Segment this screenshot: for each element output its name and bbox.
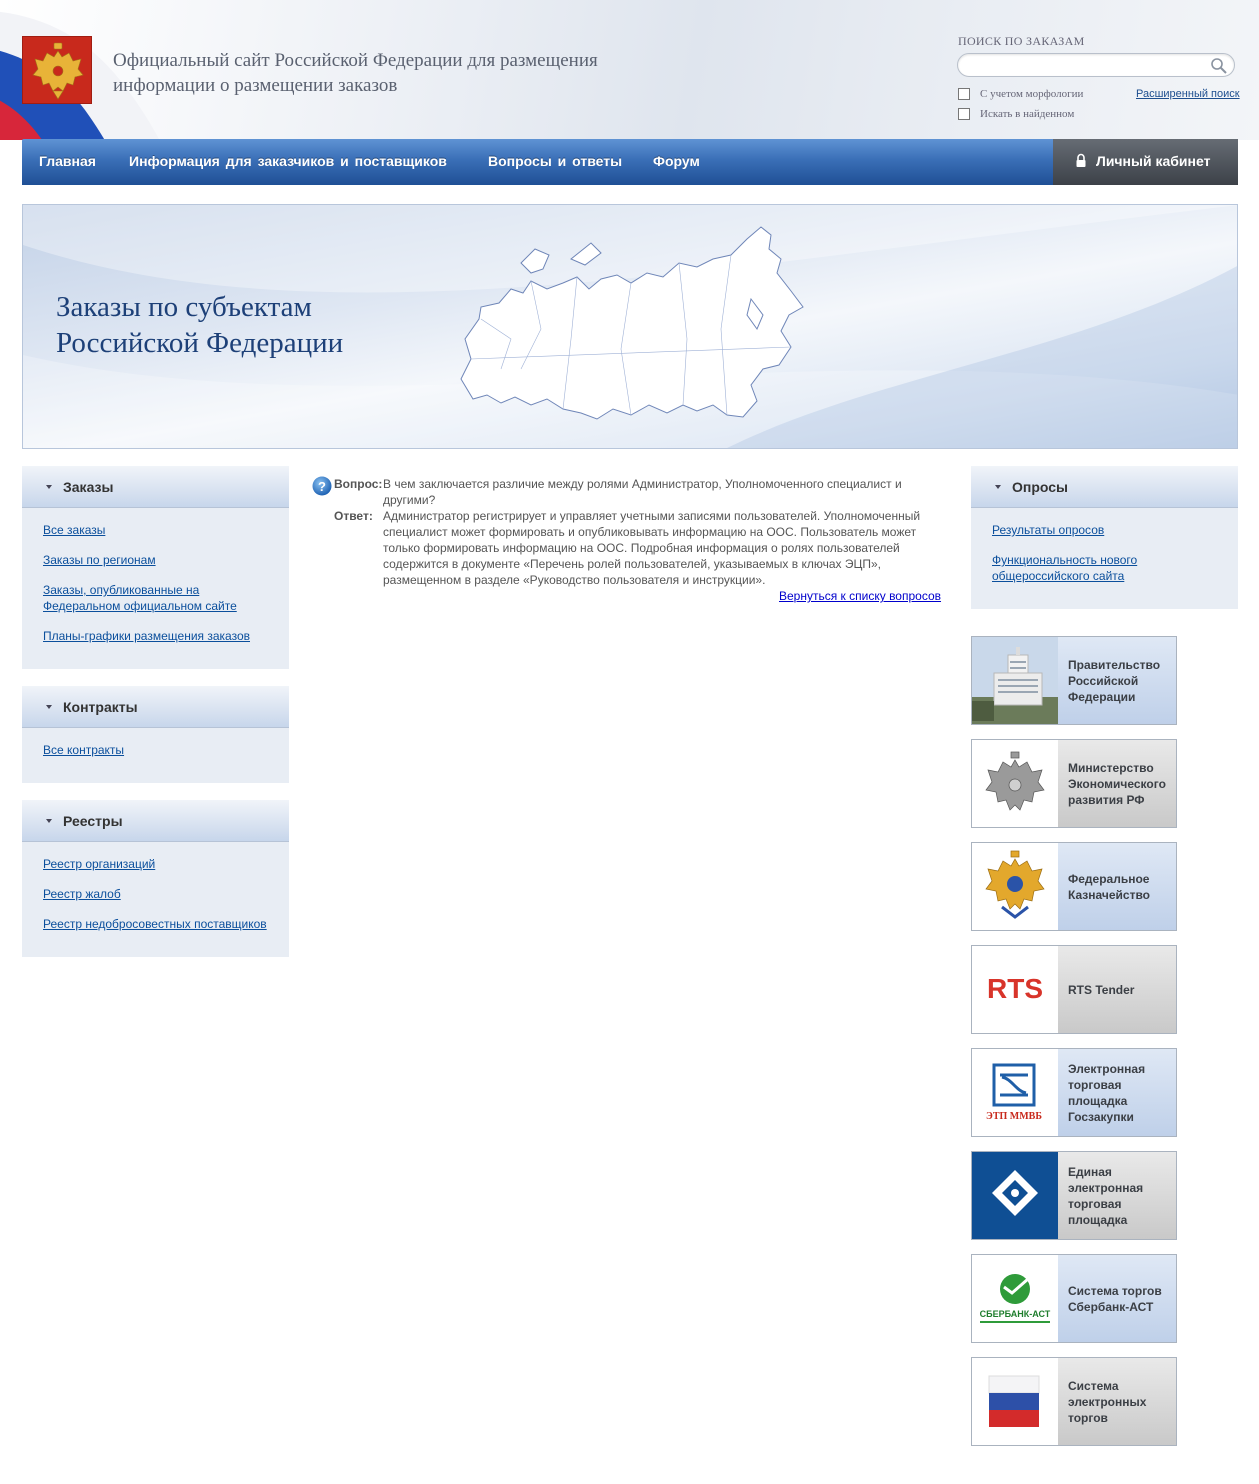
orders-panel-header[interactable] xyxy=(22,466,289,508)
polls-panel-title: Опросы xyxy=(1012,479,1069,495)
main-navigation xyxy=(22,139,1238,185)
registries-panel-header[interactable] xyxy=(22,800,289,842)
sberbank-ast-logo xyxy=(972,1255,1058,1342)
answer-text: Администратор регистрирует и управляет учетными записями пользователей. Уполномоченный специалист может формировать и опубликовывать информацию на ООС. Пользователь может только формировать информацию на ООС. Подробная информация о ролях пользователей содержится в документе «Перечень ролей пользователей, указываемых в ключах ЭЦП», размещенном в разделе «Руководство пользователя и инструкции». xyxy=(383,509,921,587)
partner-federal-treasury[interactable] xyxy=(971,842,1177,931)
partner-sberbank-name: Система торгов Сбербанк-АСТ xyxy=(1058,1255,1176,1342)
partner-ministry-economic[interactable] xyxy=(971,739,1177,828)
lock-icon xyxy=(1075,153,1087,169)
contracts-panel xyxy=(22,686,289,783)
registries-panel-title: Реестры xyxy=(63,813,123,829)
contracts-panel-title: Контракты xyxy=(63,699,138,715)
rts-logo-text: RTS xyxy=(987,973,1043,1004)
advanced-search-link[interactable]: Расширенный поиск xyxy=(1136,88,1240,100)
link-procurement-schedules[interactable]: Планы-графики размещения заказов xyxy=(43,629,250,643)
chevron-down-icon xyxy=(46,705,52,709)
ministry-emblem-logo xyxy=(972,740,1058,827)
polls-panel xyxy=(971,466,1238,609)
morphology-checkbox[interactable] xyxy=(958,88,970,100)
nav-item-forum[interactable]: Форум xyxy=(653,153,700,169)
site-title: Официальный сайт Российской Федерации для размещения информации о размещении заказов xyxy=(113,50,598,96)
chevron-down-icon xyxy=(46,485,52,489)
answer-label: Ответ: xyxy=(334,509,373,523)
order-search-box xyxy=(957,53,1235,77)
link-new-site-functionality[interactable]: Функциональность нового общероссийского сайта xyxy=(992,553,1138,583)
nav-item-home[interactable]: Главная xyxy=(39,153,96,169)
partner-rts-tender[interactable] xyxy=(971,945,1177,1034)
partner-electronic-trading-system[interactable] xyxy=(971,1357,1177,1446)
personal-cabinet-button[interactable] xyxy=(1053,139,1238,185)
partner-government[interactable] xyxy=(971,636,1177,725)
link-organizations-registry[interactable]: Реестр организаций xyxy=(43,857,156,871)
morphology-label: С учетом морфологии xyxy=(980,88,1084,100)
partner-government-name: Правительство Российской Федерации xyxy=(1058,637,1176,724)
chevron-down-icon xyxy=(46,819,52,823)
search-in-found-option xyxy=(958,107,1074,121)
link-orders-by-region[interactable]: Заказы по регионам xyxy=(43,553,156,567)
search-icon[interactable] xyxy=(1210,57,1228,75)
morphology-option xyxy=(958,87,1083,101)
regions-banner[interactable] xyxy=(22,204,1238,449)
svg-text:?: ? xyxy=(318,479,326,494)
tricolor-flag-logo xyxy=(972,1358,1058,1445)
partner-treasury-name: Федеральное Казначейство xyxy=(1058,843,1176,930)
unified-etp-logo xyxy=(972,1152,1058,1239)
orders-panel-title: Заказы xyxy=(63,479,114,495)
coat-of-arms-logo[interactable] xyxy=(22,36,92,104)
link-complaints-registry[interactable]: Реестр жалоб xyxy=(43,887,121,901)
link-orders-federal-site[interactable]: Заказы, опубликованные на Федеральном официальном сайте xyxy=(43,583,237,613)
registries-panel xyxy=(22,800,289,957)
link-poll-results[interactable]: Результаты опросов xyxy=(992,523,1105,537)
link-unfair-suppliers-registry[interactable]: Реестр недобросовестных поставщиков xyxy=(43,917,267,931)
partner-etp-micex[interactable] xyxy=(971,1048,1177,1137)
chevron-down-icon xyxy=(995,485,1001,489)
government-building-logo xyxy=(972,637,1058,724)
question-text: В чем заключается различие между ролями Администратор, Уполномоченного специалист и другими? xyxy=(383,477,902,507)
question-icon xyxy=(312,476,332,496)
nav-item-faq[interactable]: Вопросы и ответы xyxy=(488,153,623,169)
personal-cabinet-label: Личный кабинет xyxy=(1096,153,1211,169)
search-in-found-checkbox[interactable] xyxy=(958,108,970,120)
order-search-input[interactable] xyxy=(968,57,1208,73)
contracts-panel-header[interactable] xyxy=(22,686,289,728)
search-caption: ПОИСК ПО ЗАКАЗАМ xyxy=(958,34,1085,48)
banner-title-line1: Заказы по субъектам xyxy=(56,291,312,323)
partner-etp-name: Электронная торговая площадка Госзакупки xyxy=(1058,1049,1176,1136)
etp-micex-logo xyxy=(972,1049,1058,1136)
partner-sberbank-ast[interactable] xyxy=(971,1254,1177,1343)
back-to-questions-link[interactable]: Вернуться к списку вопросов xyxy=(779,589,942,603)
russia-map-icon xyxy=(451,219,813,435)
banner-title-line2: Российской Федерации xyxy=(56,327,344,359)
partner-rts-name: RTS Tender xyxy=(1058,946,1176,1033)
rts-logo xyxy=(972,946,1058,1033)
link-all-contracts[interactable]: Все контракты xyxy=(43,743,125,757)
polls-panel-header[interactable] xyxy=(971,466,1238,508)
etp-micex-logo-text: ЭТП ММВБ xyxy=(986,1111,1042,1122)
partner-trading-system-name: Система электронных торгов xyxy=(1058,1358,1176,1445)
search-in-found-label: Искать в найденном xyxy=(980,108,1075,120)
link-all-orders[interactable]: Все заказы xyxy=(43,523,106,537)
partner-ministry-name: Министерство Экономического развития РФ xyxy=(1058,740,1176,827)
partner-unified-etp[interactable] xyxy=(971,1151,1177,1240)
site-header xyxy=(0,0,1259,140)
nav-item-info[interactable]: Информация для заказчиков и поставщиков xyxy=(129,153,447,169)
question-label: Вопрос: xyxy=(334,477,383,491)
sberbank-ast-logo-text: СБЕРБАНК-АСТ xyxy=(979,1309,1051,1319)
partner-unified-etp-name: Единая электронная торговая площадка xyxy=(1058,1152,1176,1239)
banner-title xyxy=(56,289,343,361)
orders-panel xyxy=(22,466,289,669)
treasury-emblem-logo xyxy=(972,843,1058,930)
double-headed-eagle-icon xyxy=(23,37,93,105)
